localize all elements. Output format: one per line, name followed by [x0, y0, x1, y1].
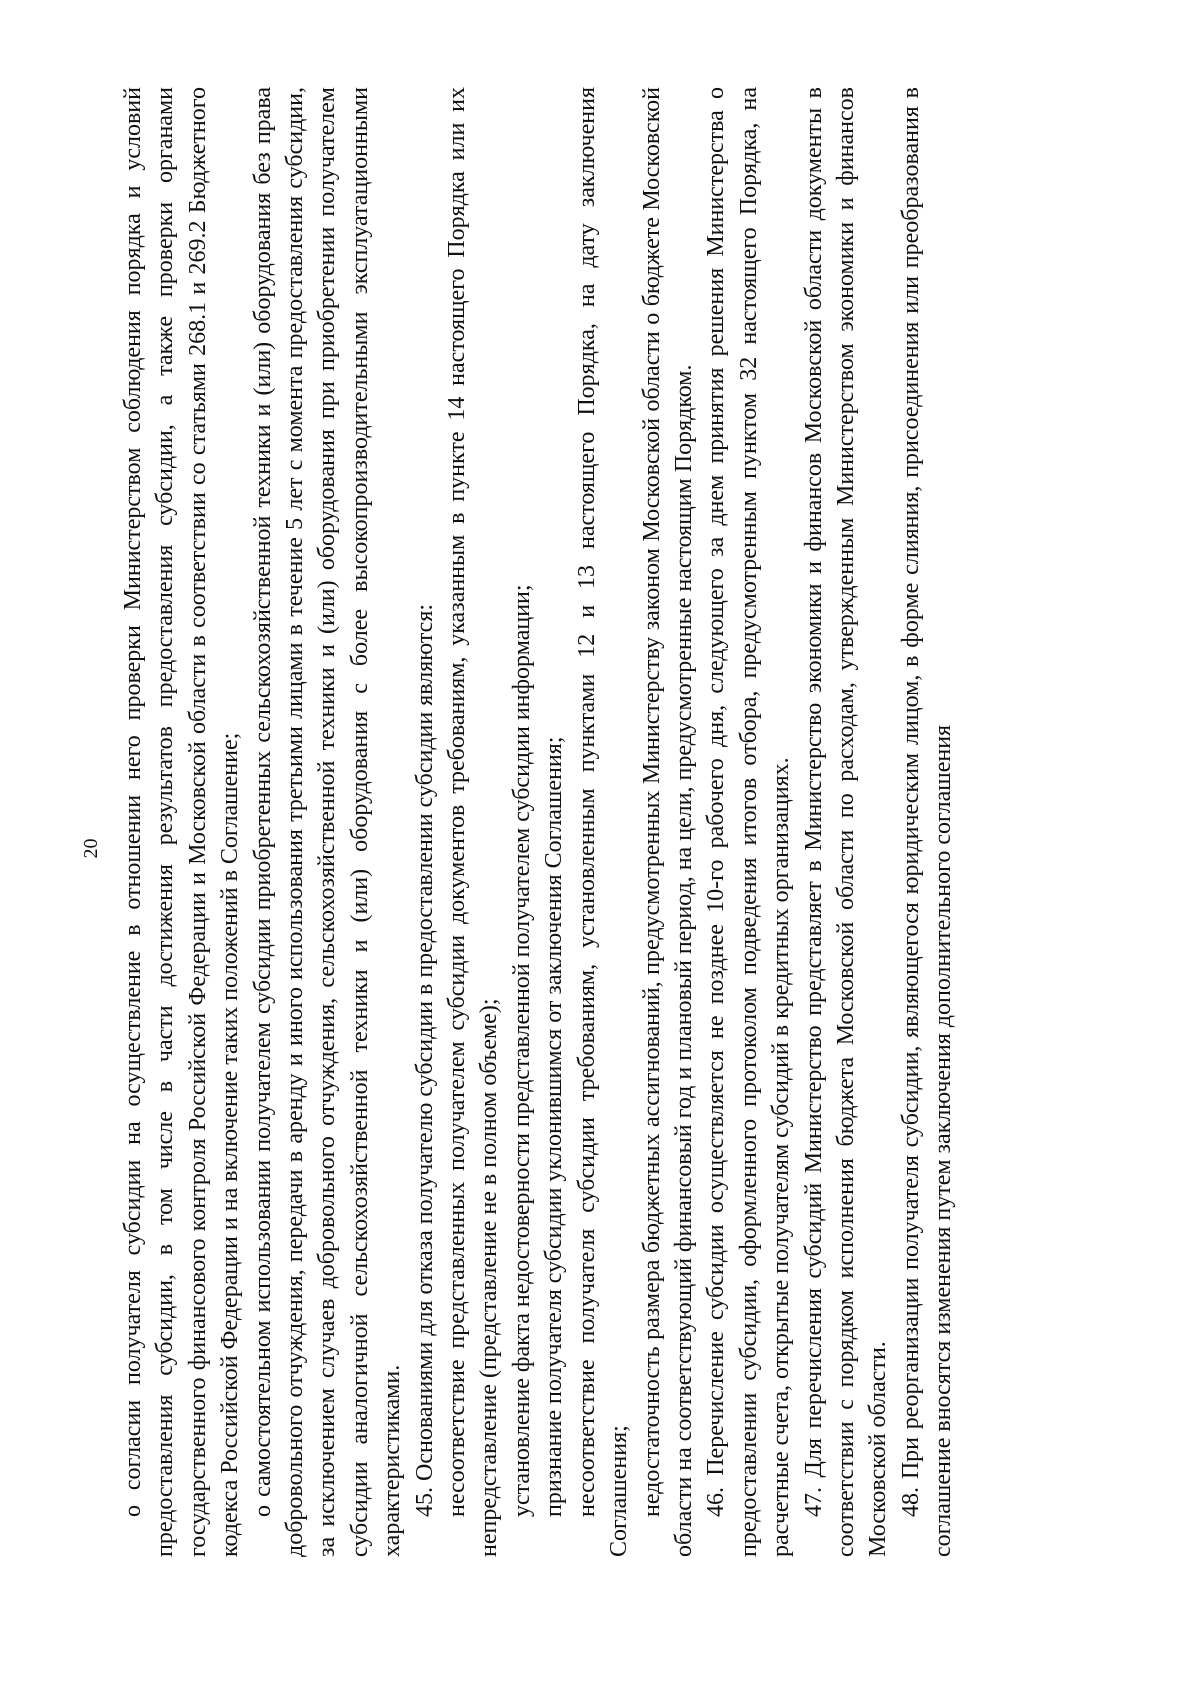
document-body [117, 87, 960, 1557]
paragraph: несоответствие получателя субсидии требованиям, установленным пунктами 12 и 13 настоящего Порядка, на дату заключения Соглашения; [573, 87, 633, 1557]
page-number: 20 [80, 838, 102, 859]
paragraph: несоответствие представленных получателем субсидии документов требованиям, указанным в пункте 14 настоящего Порядка или их непредставление (представление не в полном объеме); [444, 87, 503, 1557]
paragraph: 45. Основаниями для отказа получателю субсидии в предоставлении субсидии являются: [411, 603, 438, 1517]
paragraph: установление факта недостоверности представленной получателем субсидии информации; [508, 584, 535, 1517]
paragraph: 47. Для перечисления субсидий Министерство представляет в Министерство экономики и финансов Московской области документы в соответствии с порядком исполнения бюджета Московской области по расходам, утвержденным Министерством экономики и финансов Московской области. [800, 87, 892, 1557]
paragraph: 46. Перечисление субсидии осуществляется не позднее 10-го рабочего дня, следующего за днем принятия решения Министерства о предоставлении субсидии, оформленного протоколом подведения итогов отбора, предусмотренным пунктом 32 настоящего Порядка, на расчетные счета, открытые получателям субсидий в кредитных организациях. [703, 87, 795, 1557]
paragraph: недостаточность размера бюджетных ассигнований, предусмотренных Министерству законом Московской области о бюджете Московской области на соответствующий финансовый год и плановый период, на цели, предусмотренные настоящим Порядком. [638, 87, 697, 1557]
paragraph: признание получателя субсидии уклонившимся от заключения Соглашения; [541, 736, 568, 1517]
paragraph: о согласии получателя субсидии на осуществление в отношении него проверки Министерством соблюдения порядка и условий предоставления субсидии, в том числе в части достижения результатов предоставления субсидии, а также проверки органами государственного финансового контроля Российской Федерации и Московской области в соответствии со статьями 268.1 и 269.2 Бюджетного кодекса Российской Федерации и на включение таких положений в Соглашение; [120, 87, 244, 1557]
paragraph: о самостоятельном использовании получателем субсидии приобретенных сельскохозяйственной техники и (или) оборудования без права добровольного отчуждения, передачи в аренду и иного использования третьими лицами в течение 5 лет с момента предоставления субсидии, за исключением случаев добровольного отчуждения, сельскохозяйственной техники и (или) оборудования при приобретении получателем субсидии аналогичной сельскохозяйственной техники и (или) оборудования с более высокопроизводительными эксплуатационными характеристиками. [249, 87, 406, 1557]
paragraph: 48. При реорганизации получателя субсидии, являющегося юридическим лицом, в форме слияния, присоединения или преобразования в соглашение вносятся изменения путем заключения дополнительного соглашения [897, 87, 957, 1557]
